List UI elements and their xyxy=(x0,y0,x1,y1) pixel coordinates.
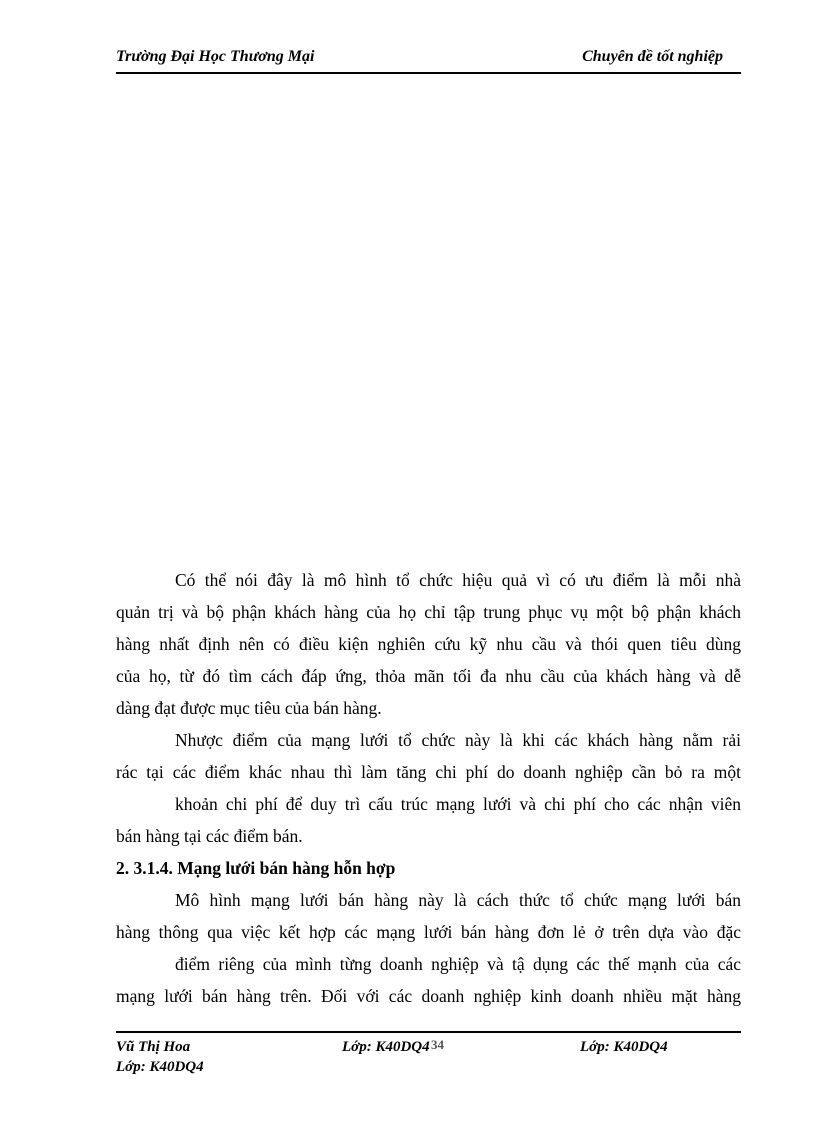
section-heading: 2. 3.1.4. Mạng lưới bán hàng hỗn hợp xyxy=(116,858,396,878)
paragraph-line: Nhược điểm của mạng lưới tổ chức này là khi các khách hàng nằm rải xyxy=(175,730,741,750)
page-header xyxy=(116,46,741,74)
footer-class: Lớp: K40DQ4 xyxy=(342,1039,430,1055)
page-number: 34 xyxy=(431,1037,444,1052)
paragraph-line: bán hàng tại các điểm bán. xyxy=(116,826,303,846)
paragraph-line: của họ, từ đó tìm cách đáp ứng, thỏa mãn tối đa nhu cầu của khách hàng và dễ xyxy=(116,666,741,686)
paragraph-line: điểm riêng của mình từng doanh nghiệp và tậ dụng các thế mạnh của các xyxy=(175,954,741,974)
footer-class: Lớp: K40DQ4 xyxy=(116,1059,204,1075)
paragraph-line: rác tại các điểm khác nhau thì làm tăng chi phí do doanh nghiệp cần bỏ ra một xyxy=(116,762,741,782)
header-school-name: Trường Đại Học Thương Mại xyxy=(116,48,315,65)
paragraph-line: mạng lưới bán hàng trên. Đối với các doanh nghiệp kinh doanh nhiều mặt hàng xyxy=(116,986,741,1006)
paragraph-line: dàng đạt được mục tiêu của bán hàng. xyxy=(116,698,382,718)
paragraph-line: Có thể nói đây là mô hình tổ chức hiệu quả vì có ưu điểm là mỗi nhà xyxy=(175,570,741,590)
page-footer xyxy=(116,1031,741,1075)
paragraph-line: quản trị và bộ phận khách hàng của họ chỉ tập trung phục vụ một bộ phận khách xyxy=(116,602,741,622)
footer-author-name: Vũ Thị Hoa xyxy=(116,1039,191,1055)
paragraph-line: hàng nhất định nên có điều kiện nghiên cứu kỹ nhu cầu và thói quen tiêu dùng xyxy=(116,634,741,654)
document-body xyxy=(116,564,741,1012)
paragraph-line: khoản chi phí để duy trì cấu trúc mạng lưới và chi phí cho các nhận viên xyxy=(175,794,741,814)
header-document-type: Chuyên đề tốt nghiệp xyxy=(582,48,723,65)
footer-class: Lớp: K40DQ4 xyxy=(580,1039,668,1055)
paragraph-line: hàng thông qua việc kết hợp các mạng lưới bán hàng đơn lẻ ở trên dựa vào đặc xyxy=(116,922,741,942)
paragraph-line: Mô hình mạng lưới bán hàng này là cách thức tổ chức mạng lưới bán xyxy=(175,890,741,910)
